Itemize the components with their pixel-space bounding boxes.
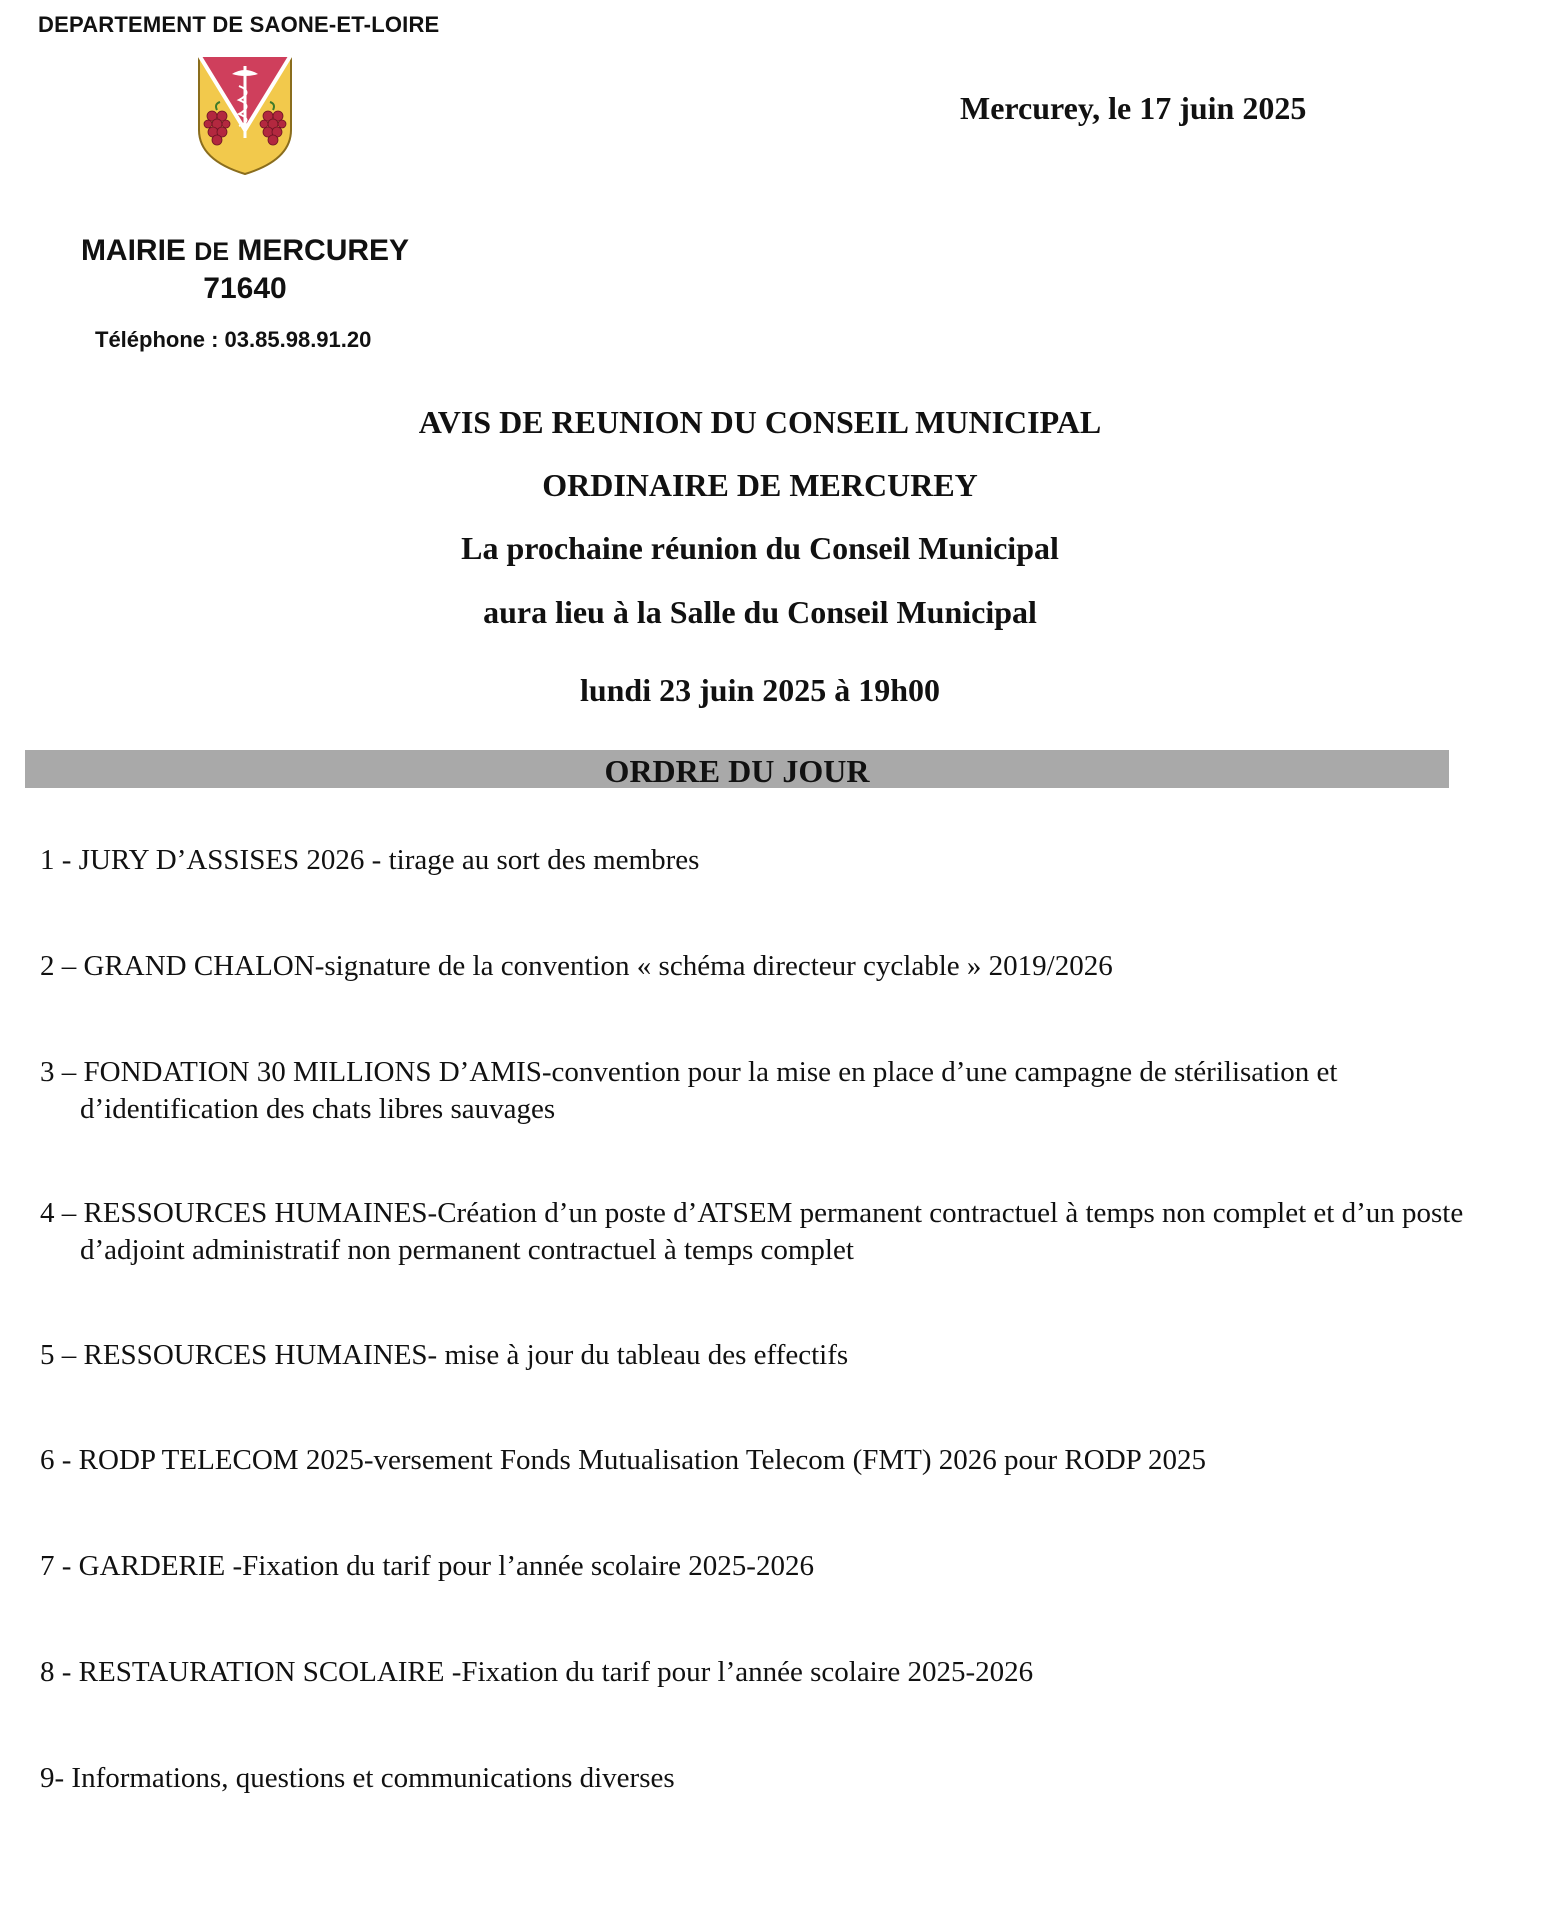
mairie-prefix: MAIRIE: [80, 234, 186, 267]
agenda-item: 6 - RODP TELECOM 2025-versement Fonds Mutualisation Telecom (FMT) 2026 pour RODP 2025: [40, 1444, 1206, 1476]
coat-of-arms-logo: [196, 52, 294, 176]
agenda-item: 3 – FONDATION 30 MILLIONS D’AMIS-convention pour la mise en place d’une campagne de stérilisation et d’identification des chats libres sauvages: [40, 1056, 1338, 1125]
notice-title-line-1: AVIS DE REUNION DU CONSEIL MUNICIPAL: [418, 404, 1102, 440]
mairie-de: DE: [194, 238, 230, 266]
agenda-item: 7 - GARDERIE -Fixation du tarif pour l’année scolaire 2025-2026: [40, 1550, 814, 1582]
agenda-item: 4 – RESSOURCES HUMAINES-Création d’un poste d’ATSEM permanent contractuel à temps non complet et d’un poste d’adjoint administratif non permanent contractuel à temps complet: [40, 1197, 1464, 1266]
mairie-name: [40, 232, 450, 271]
department-name: DEPARTEMENT DE SAONE-ET-LOIRE: [38, 12, 440, 37]
agenda-heading-bar: [25, 750, 1449, 788]
agenda-heading: ORDRE DU JOUR: [604, 753, 870, 789]
notice-info-line-1: La prochaine réunion du Conseil Municipal: [461, 530, 1059, 566]
telephone-number: Téléphone : 03.85.98.91.20: [95, 327, 372, 352]
agenda-item: 8 - RESTAURATION SCOLAIRE -Fixation du tarif pour l’année scolaire 2025-2026: [40, 1656, 1034, 1688]
notice-info-line-2: aura lieu à la Salle du Conseil Municipal: [483, 594, 1037, 630]
agenda-item: 5 – RESSOURCES HUMAINES- mise à jour du tableau des effectifs: [40, 1339, 849, 1371]
agenda-item: 9- Informations, questions et communications diverses: [40, 1762, 675, 1794]
agenda-item: 2 – GRAND CHALON-signature de la convention « schéma directeur cyclable » 2019/2026: [40, 950, 1113, 982]
notice-title-line-2: ORDINAIRE DE MERCUREY: [542, 467, 978, 503]
document-date: Mercurey, le 17 juin 2025: [960, 90, 1307, 126]
postal-code: 71640: [203, 272, 287, 305]
mairie-block: [40, 232, 450, 307]
mairie-town: MERCUREY: [237, 234, 410, 267]
agenda-item: 1 - JURY D’ASSISES 2026 - tirage au sort des membres: [40, 844, 700, 876]
meeting-date: lundi 23 juin 2025 à 19h00: [579, 672, 941, 708]
